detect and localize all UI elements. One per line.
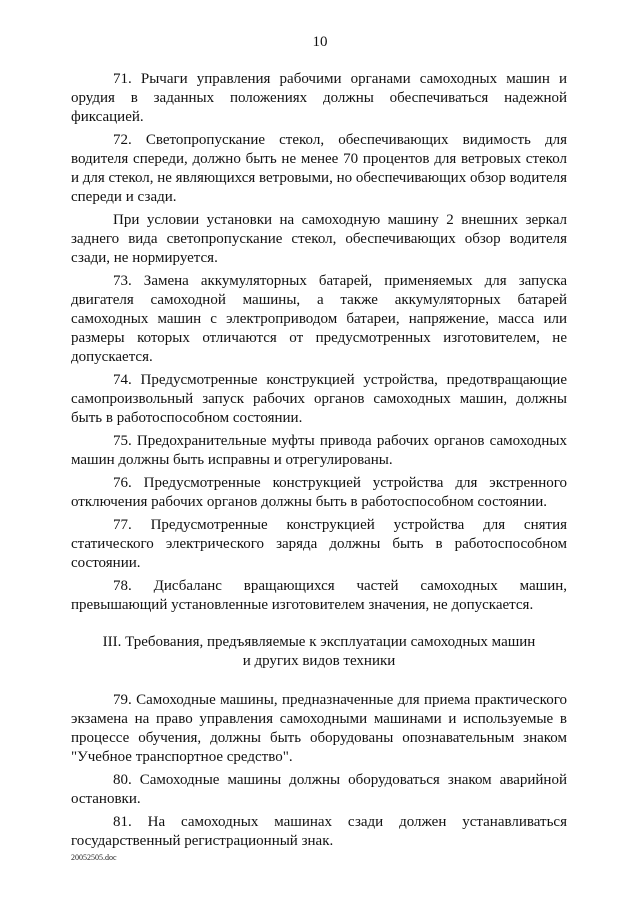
paragraph-73: 73. Замена аккумуляторных батарей, применяемых для запуска двигателя самоходной машины, а также аккумуляторных батарей самоходных машин с электроприводом батареи, напряжение, масса или размеры которых отличаются от предусмотренных изготовителем, не допускается.: [71, 273, 567, 365]
paragraph-79: 79. Самоходные машины, предназначенные для приема практического экзамена на право управления самоходными машинами и используемые в процессе обучения, должны быть оборудованы опознавательным знаком "Учебное транспортное средство".: [71, 692, 567, 765]
section-heading-line-2: и других видов техники: [242, 653, 396, 669]
paragraph-74: 74. Предусмотренные конструкцией устройства, предотвращающие самопроизвольный запуск рабочих органов самоходных машин, должны быть в работоспособном состоянии.: [71, 372, 567, 426]
paragraph-80: 80. Самоходные машины должны оборудоваться знаком аварийной остановки.: [71, 772, 567, 807]
paragraph-75: 75. Предохранительные муфты привода рабочих органов самоходных машин должны быть исправны и отрегулированы.: [71, 433, 567, 468]
paragraph-71: 71. Рычаги управления рабочими органами самоходных машин и орудия в заданных положениях должны обеспечиваться надежной фиксацией.: [71, 71, 567, 125]
paragraph-77: 77. Предусмотренные конструкцией устройства для снятия статического электрического заряда должны быть в работоспособном состоянии.: [71, 517, 567, 571]
page-number: 10: [312, 34, 328, 50]
paragraph-72: 72. Светопропускание стекол, обеспечивающих видимость для водителя спереди, должно быть не менее 70 процентов для ветровых стекол и для стекол, не являющихся ветровыми, но обеспечивающих обзор водителя спереди и сзади.: [71, 132, 567, 205]
section-heading: [71, 633, 567, 671]
paragraph-76: 76. Предусмотренные конструкцией устройства для экстренного отключения рабочих органов должны быть в работоспособном состоянии.: [71, 475, 567, 510]
paragraph-81: 81. На самоходных машинах сзади должен устанавливаться государственный регистрационный знак.: [71, 814, 567, 849]
document-filename: 20052505.doc: [71, 853, 117, 862]
paragraph-78: 78. Дисбаланс вращающихся частей самоходных машин, превышающий установленные изготовителем значения, не допускается.: [71, 578, 567, 613]
document-body: [71, 70, 567, 855]
section-heading-line-1: III. Требования, предъявляемые к эксплуатации самоходных машин: [102, 634, 536, 650]
paragraph-72-note: При условии установки на самоходную машину 2 внешних зеркал заднего вида светопропускание стекол, обеспечивающих обзор водителя сзади, не нормируется.: [71, 212, 567, 266]
